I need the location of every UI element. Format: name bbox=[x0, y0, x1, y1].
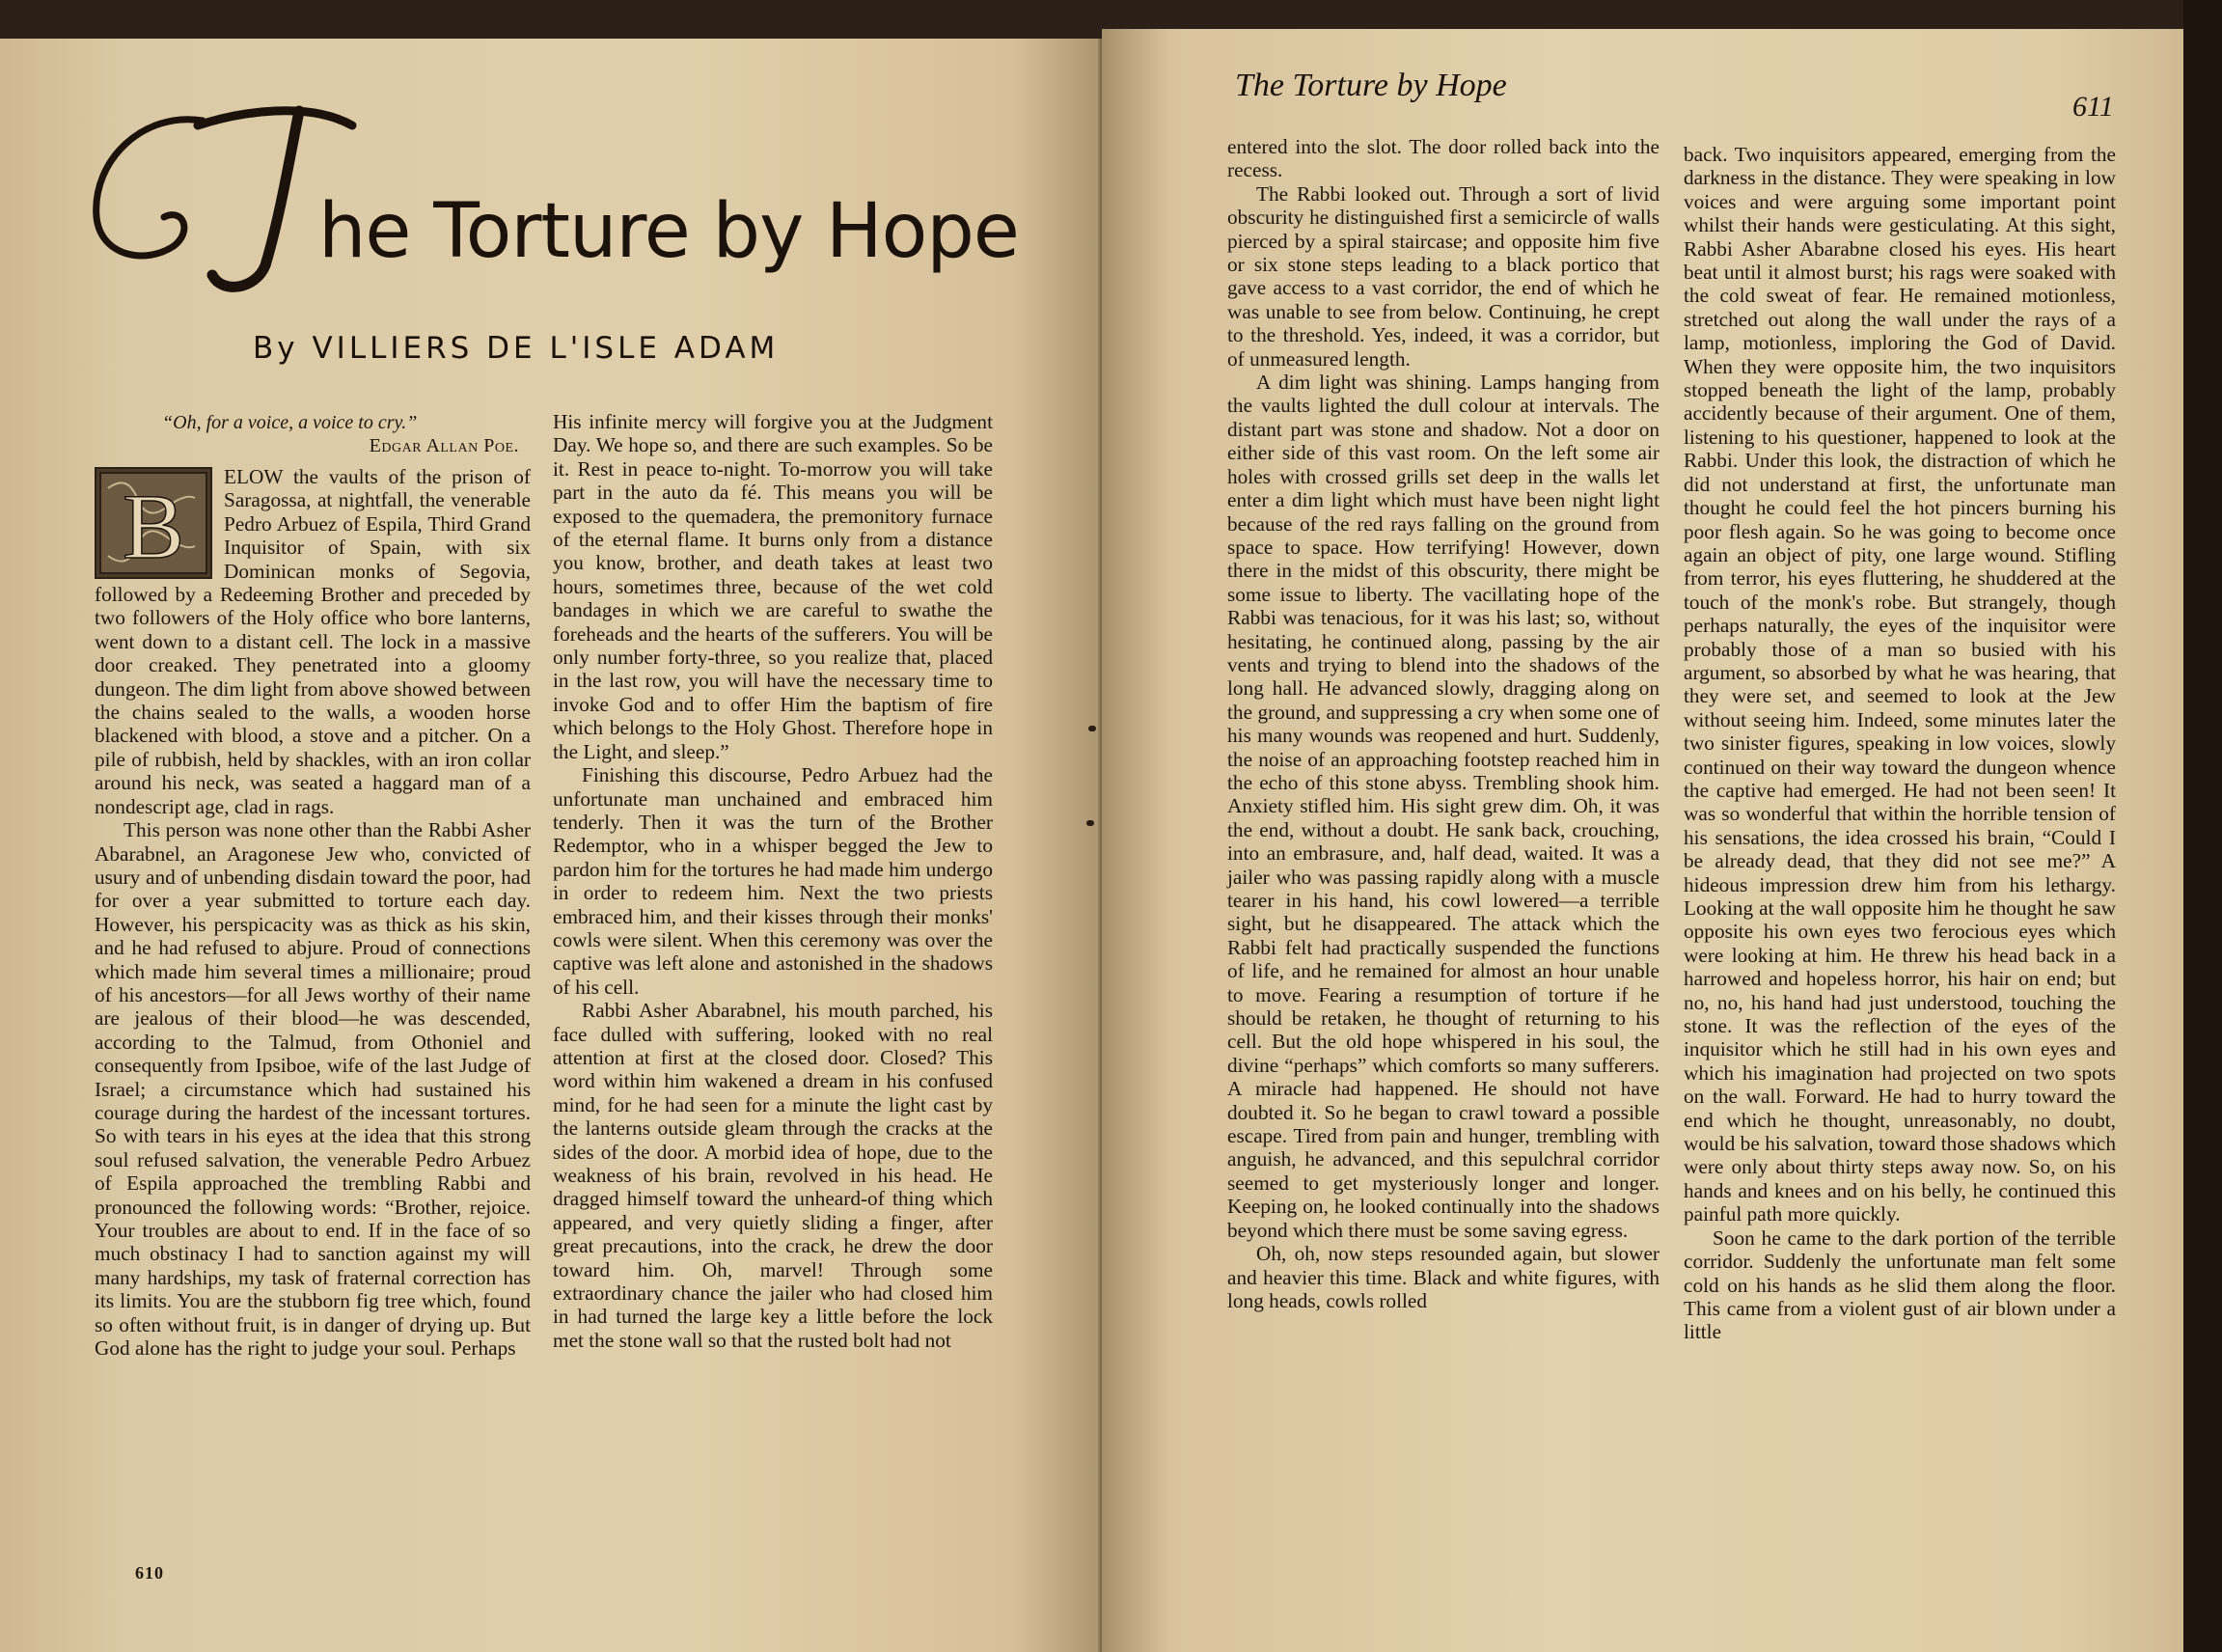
right-column-1 bbox=[1227, 135, 1660, 1312]
paragraph: A dim light was shining. Lamps hanging from the vaults lighted the dull colour at intervals. The distant part was stone and shadow. Not a door on either side of this vast room. On the left some air holes with crossed grills set deep in the walls let enter a dim light which must have been night light because of the red rays falling on the ground from space to space. How terrifying! However, down there in the midst of this obscurity, there might be some issue to liberty. The vacillating hope of the Rabbi was tenacious, for it was his last; so, without hesitating, he continued along, passing by the air vents and trying to blend into the shadows of the long hall. He advanced slowly, dragging along on the ground, and suppressing a cry when some one of his many wounds was reopened and hurt. Suddenly, the noise of an approaching footstep reached him in the echo of this stone abyss. Trembling shook him. Anxiety stifled him. His sight grew dim. Oh, it was the end, without a doubt. He sank back, crouching, into an embrasure, and, half dead, waited. It was a jailer who was passing rapidly along with a muscle tearer in his hand, his cowl lowered—a terrible sight, but he disappeared. The attack which the Rabbi felt had practically suspended the functions of life, and he remained for almost an hour unable to move. Fearing a resumption of torture if he should be retaken, he thought of returning to his cell. But the old hope whispered in his soul, the divine “perhaps” which comforts so many sufferers. A miracle had happened. He should not have doubted it. So he began to crawl toward a possible escape. Tired from pain and hunger, trembling with anguish, he advanced, and this sepulchral corridor seemed to get mysteriously longer and longer. Keeping on, he looked continually into the shadows beyond which there must be some saving egress. bbox=[1227, 371, 1660, 1242]
title-initial-swash bbox=[87, 101, 357, 294]
right-page-number: 611 bbox=[2072, 91, 2114, 123]
paragraph: His infinite mercy will forgive you at the Judgment Day. We hope so, and there are such examples. So be it. Rest in peace to-night. To-morrow you will take part in the auto da fé. This means you will be exposed to the quemadera, the premonitory furnace of the eternal flame. It burns only from a distance you know, brother, and death takes at least two hours, sometimes three, because of the wet cold bandages in which we are careful to swathe the foreheads and the hearts of the sufferers. You will be only number forty-three, so you realize that, placed in the last row, you will have the necessary time to invoke God and to offer Him the baptism of fire which belongs to the Holy Ghost. Therefore hope in the Light, and sleep.” bbox=[553, 410, 993, 763]
article-title bbox=[87, 101, 1019, 294]
left-column-2 bbox=[553, 410, 993, 1352]
binding-stitch bbox=[1088, 726, 1096, 731]
paragraph: ELOW the vaults of the prison of Saragossa, at nightfall, the venerable Pedro Arbuez of Espila, Third Grand Inquisitor of Spain, with six Dominican monks of Segovia, followed by a Redeeming Brother and preceded by two followers of the Holy office who bore lanterns, went down to a distant cell. The lock in a massive door creaked. They penetrated into a gloomy dungeon. The dim light from above showed between the chains sealed to the walls, a wooden horse blackened with blood, a stove and a pitcher. On a pile of rubbish, held by shackles, with an iron collar around his neck, was seated a haggard man of a nondescript age, clad in rags. bbox=[95, 465, 531, 818]
page-edge-shadow bbox=[2183, 0, 2222, 1652]
binding-stitch bbox=[1086, 820, 1094, 826]
title-text: he Torture by Hope bbox=[318, 188, 1019, 275]
epigraph-quote: “Oh, for a voice, a voice to cry.” bbox=[162, 412, 418, 433]
drop-cap-b bbox=[95, 467, 212, 579]
paragraph: Soon he came to the dark portion of the terrible corridor. Suddenly the unfortunate man felt some cold on his hands as he slid them along the floor. This came from a violent gust of air blown under a little bbox=[1684, 1225, 2116, 1344]
paragraph: The Rabbi looked out. Through a sort of livid obscurity he distinguished first a semicircle of walls pierced by a spiral staircase; and opposite him five or six stone steps leading to a black portico that gave access to a vast corridor, the end of which he was unable to see from below. Continuing, he crept to the threshold. Yes, indeed, it was a corridor, but of unmeasured length. bbox=[1227, 181, 1660, 371]
epigraph-attribution: Edgar Allan Poe. bbox=[369, 435, 519, 456]
paragraph: entered into the slot. The door rolled back into the recess. bbox=[1227, 135, 1660, 182]
paragraph: This person was none other than the Rabbi Asher Abarabnel, an Aragonese Jew who, convicted of usury and of unbending disdain toward the poor, had for over a year submitted to torture each day. However, his perspicacity was as thick as his skin, and he had refused to abjure. Proud of connections which made him several times a millionaire; proud of his ancestors—for all Jews worthy of their name are jealous of their blood—he was descended, according to the Talmud, from Othoniel and consequently from Ipsiboe, wife of the last Judge of Israel; a circumstance which had sustained his courage during the hardest of the incessant tortures. So with tears in his eyes at the idea that this strong soul refused salvation, the venerable Pedro Arbuez of Espila approached the trembling Rabbi and pronounced the following words: “Brother, rejoice. Your troubles are about to end. If in the face of so much obstinacy I had to sanction against my will many hardships, my task of fraternal correction has its limits. You are the stubborn fig tree which, found so often without fruit, is in danger of drying up. But God alone has the right to judge your soul. Perhaps bbox=[95, 818, 531, 1361]
paragraph: Oh, oh, now steps resounded again, but slower and heavier this time. Black and white figures, with long heads, cowls rolled bbox=[1227, 1242, 1660, 1312]
left-folio: 610 bbox=[135, 1563, 164, 1583]
paragraph: Rabbi Asher Abarabnel, his mouth parched, his face dulled with suffering, looked with no real attention at first at the closed door. Closed? This word within him wakened a dream in his confused mind, for he had seen for a minute the light cast by the lanterns outside gleam through the cracks at the sides of the door. A morbid idea of hope, due to the weakness of his brain, revolved in his head. He dragged himself toward the unheard-of thing which appeared, and very quietly sliding a finger, after great precautions, into the crack, he drew the door toward him. Oh, marvel! Through some extraordinary chance the jailer who had closed him in had turned the large key a little before the lock met the stone wall so that the rusted bolt had not bbox=[553, 999, 993, 1352]
running-head: The Torture by Hope bbox=[1235, 68, 1507, 103]
left-column-1 bbox=[95, 465, 531, 1360]
paragraph: back. Two inquisitors appeared, emerging from the darkness in the distance. They were speaking in low voices and were arguing some important point whilst their hands were gesticulating. At this sight, Rabbi Asher Abarabne closed his eyes. His heart beat until it almost burst; his rags were soaked with the cold sweat of fear. He remained motionless, stretched out along the wall under the rays of a lamp, motionless, imploring the God of David. When they were opposite him, the two inquisitors stopped beneath the light of the lamp, probably accidently because of their argument. One of them, listening to his questioner, happened to look at the Rabbi. Under this look, the distraction of which he did not understand at first, the unfortunate man thought he could feel the hot pincers burning his poor flesh again. So he was going to become once again an object of pity, one large wound. Stifling from terror, his eyes fluttering, he shuddered at the touch of the monk's robe. But strangely, though perhaps naturally, the eyes of the inquisitor were probably those of a man so busied with his argument, so absorbed by what he was hearing, that they were set, and seemed to look at the Jew without seeing him. Indeed, some minutes later the two sinister figures, speaking in low voices, slowly continued on their way toward the dungeon whence the captive had emerged. He had not been seen! It was so wonderful that within the horrible tension of his sensations, the idea crossed his brain, “Could I be already dead, that they did not see me?” A hideous impression drew him from his lethargy. Looking at the wall opposite him he thought he saw opposite his own eyes two ferocious eyes which were looking at him. He threw his head back in a harrowed and hopeless horror, his hair on end; but no, no, his hand had just understood, touching the stone. It was the reflection of the eyes of the inquisitor which he still had in his own eyes and which his imagination had projected on two spots on the wall. Forward. He had to hurry toward the end which he thought, unreasonably, no doubt, would be his salvation, toward those shadows which were only about thirty steps away now. So, on his hands and knees and on his belly, he continued this painful path more quickly. bbox=[1684, 143, 2116, 1226]
byline: By VILLIERS DE L'ISLE ADAM bbox=[253, 331, 780, 366]
right-column-2 bbox=[1684, 143, 2116, 1344]
svg-text:B: B bbox=[122, 475, 185, 577]
paragraph: Finishing this discourse, Pedro Arbuez had the unfortunate man unchained and embraced him tenderly. Then it was the turn of the Brother Redemptor, who in a whisper begged the Jew to pardon him for the tortures he had made him undergo in order to redeem him. Next the two priests embraced him, and their kisses through their monks' cowls were silent. When this ceremony was over the captive was left alone and astonished in the shadows of his cell. bbox=[553, 763, 993, 999]
epigraph bbox=[162, 411, 519, 457]
